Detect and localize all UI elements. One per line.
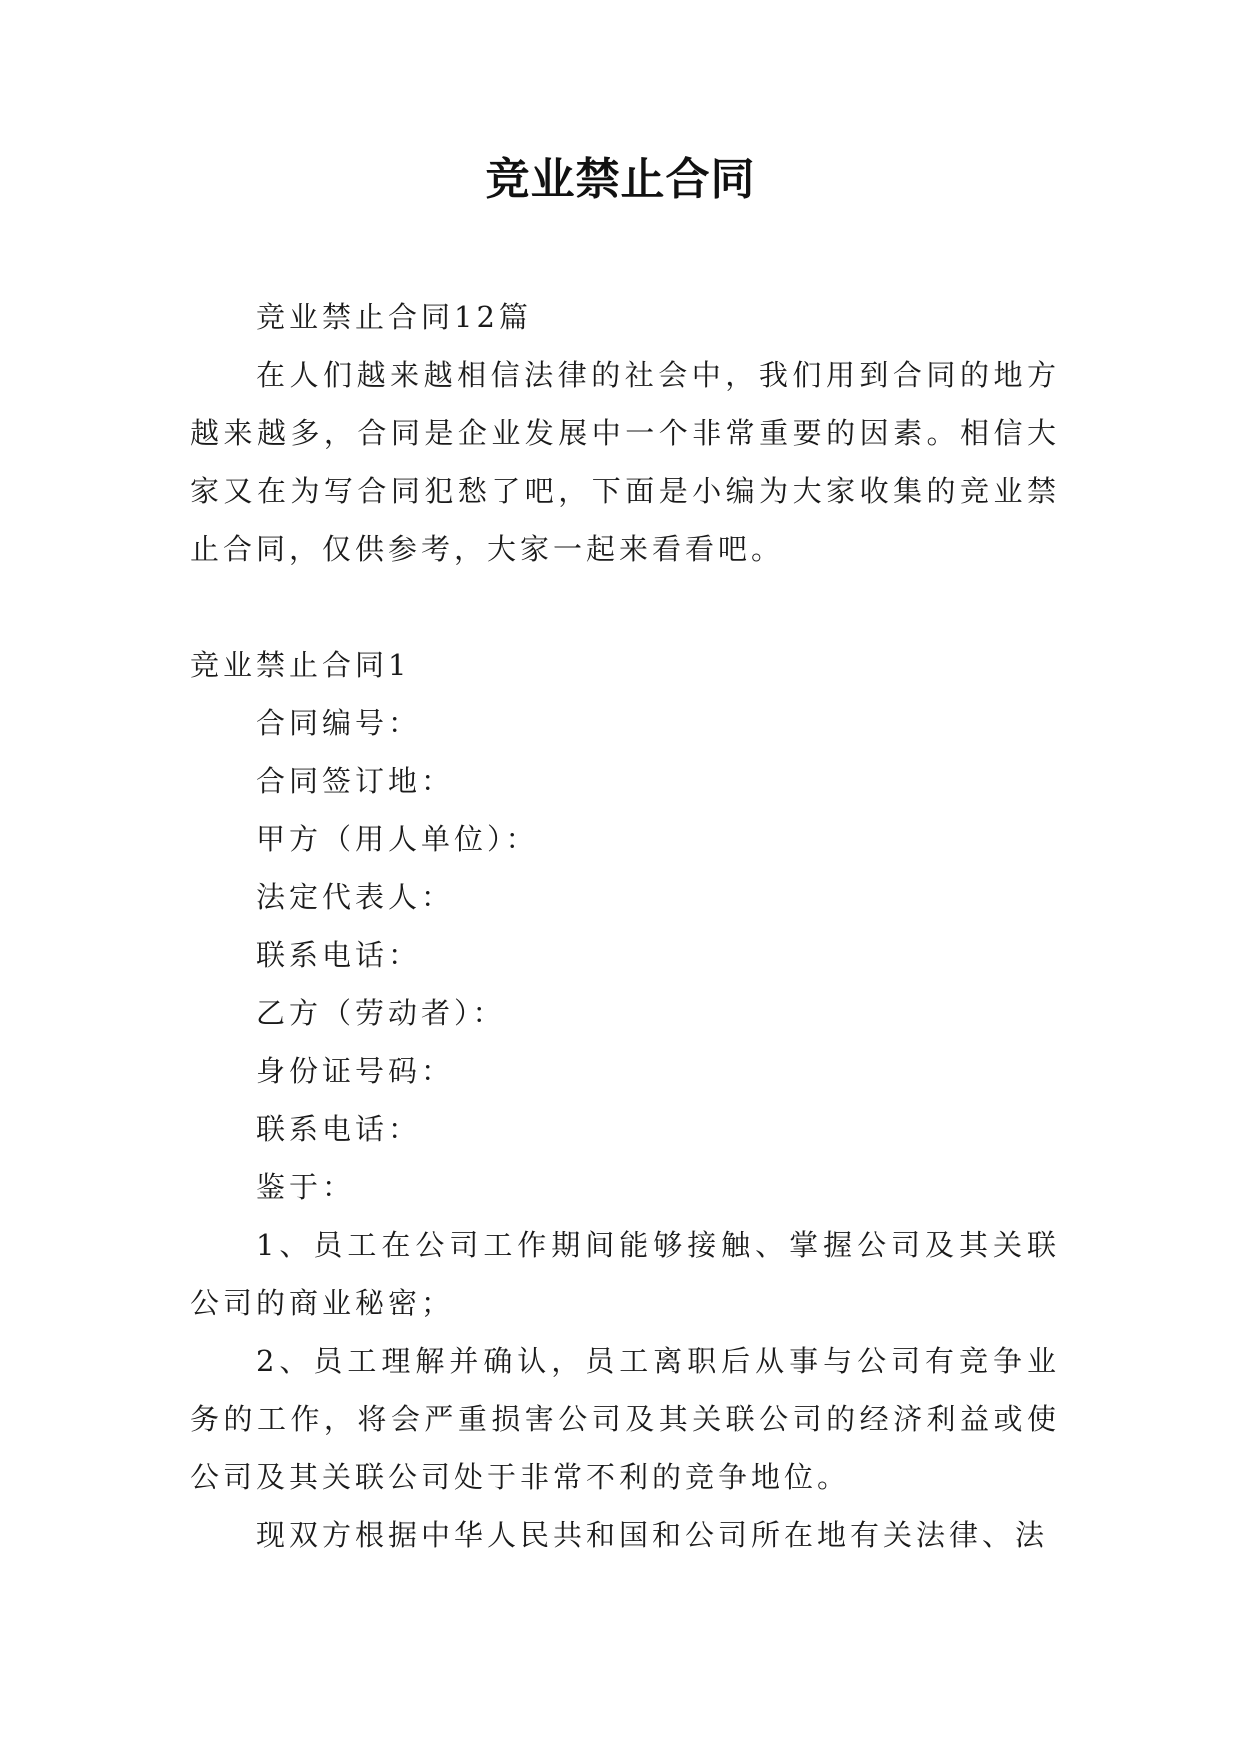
clause-2: 2、员工理解并确认，员工离职后从事与公司有竞争业务的工作，将会严重损害公司及其关联公司的经济利益或使公司及其关联公司处于非常不利的竞争地位。 <box>190 1344 1060 1494</box>
paragraph-gap <box>190 578 1060 636</box>
field-signing-place: 合同签订地： <box>256 764 455 798</box>
field-party-b: 乙方（劳动者）： <box>256 996 506 1030</box>
intro-paragraph: 在人们越来越相信法律的社会中，我们用到合同的地方越来越多，合同是企业发展中一个非常重要的因素。相信大家又在为写合同犯愁了吧，下面是小编为大家收集的竞业禁止合同，仅供参考，大家一起来看看吧。 <box>190 358 1060 566</box>
field-id-number: 身份证号码： <box>256 1054 455 1088</box>
collection-heading: 竞业禁止合同12篇 <box>256 300 532 334</box>
clause-3: 现双方根据中华人民共和国和公司所在地有关法律、法 <box>256 1518 1049 1552</box>
field-legal-representative: 法定代表人： <box>256 880 455 914</box>
field-party-a: 甲方（用人单位）： <box>256 822 539 856</box>
field-whereas: 鉴于： <box>256 1170 356 1204</box>
field-party-a-phone: 联系电话： <box>256 938 422 972</box>
clause-1: 1、员工在公司工作期间能够接触、掌握公司及其关联公司的商业秘密； <box>190 1228 1060 1320</box>
field-contract-number: 合同编号： <box>256 706 422 740</box>
section-heading: 竞业禁止合同1 <box>190 648 411 682</box>
document-title: 竞业禁止合同 <box>485 154 756 205</box>
field-party-b-phone: 联系电话： <box>256 1112 422 1146</box>
document-body <box>190 288 1060 1564</box>
